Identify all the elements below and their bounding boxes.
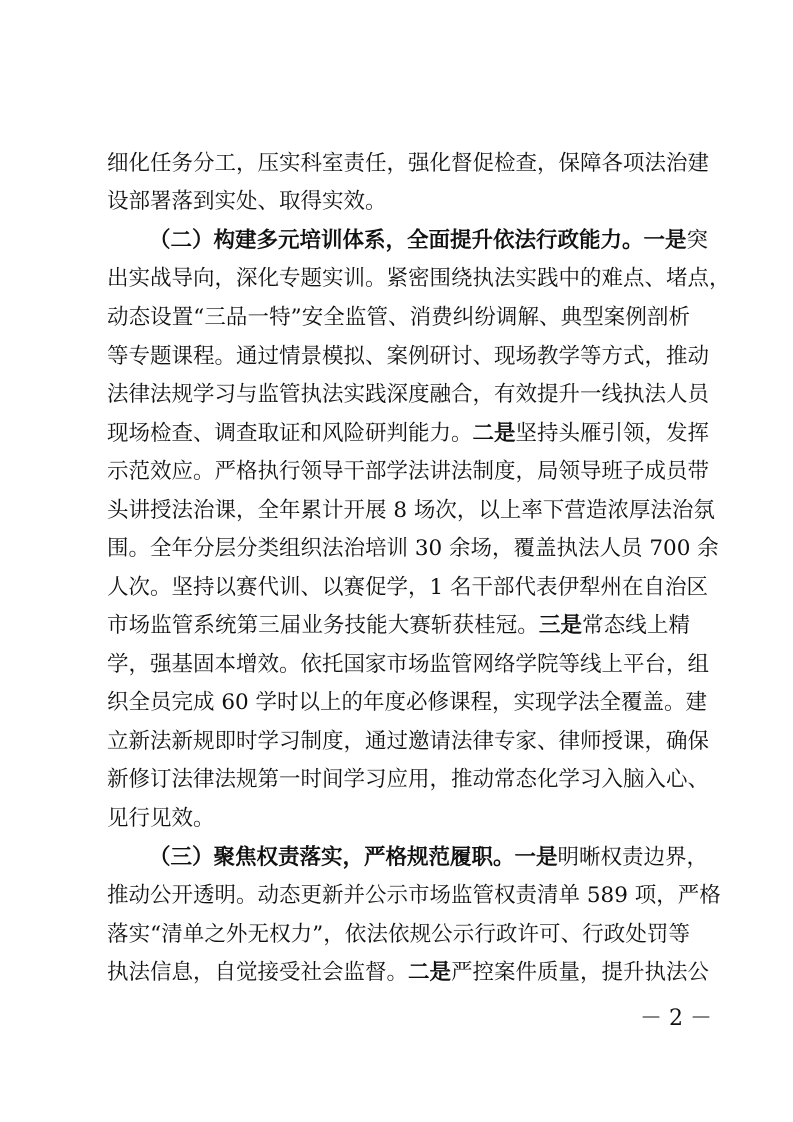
text-run: 出实战导向，深化专题实训。紧密围绕执法实践中的难点、堵点， [107, 266, 731, 291]
text-run: 头讲授法治课，全年累计开展 8 场次，以上率下营造浓厚法治氛 [107, 498, 715, 523]
text-run: 设部署落到实处、取得实效。 [107, 189, 387, 214]
text-line [107, 377, 710, 413]
bold-text: （二）构建多元培训体系，全面提升依法行政能力。一是 [149, 228, 687, 253]
text-line [107, 261, 731, 297]
text-line [107, 955, 710, 991]
page-number: － 2 － [640, 1006, 712, 1031]
text-line [107, 608, 690, 644]
text-run: 推动公开透明。动态更新并公示市场监管权责清单 589 项，严格 [107, 883, 721, 908]
text-line [107, 685, 708, 721]
text-run: 法律法规学习与监管执法实践深度融合，有效提升一线执法人员 [107, 382, 710, 407]
text-line [149, 840, 709, 876]
bold-text: 三是 [538, 613, 583, 638]
text-run: 围。全年分层分类组织法治培训 30 余场，覆盖执法人员 700 余 [107, 536, 719, 561]
text-line [107, 647, 710, 683]
text-run: 落实“清单之外无权力”，依法依规公示行政许可、行政处罚等 [107, 922, 690, 947]
text-run: 人次。坚持以赛代训、以赛促学，1 名干部代表伊犁州在自治区 [107, 575, 709, 600]
text-run: 立新法新规即时学习制度，通过邀请法律专家、律师授课，确保 [107, 729, 710, 754]
text-line [107, 300, 690, 336]
text-run: 示范效应。严格执行领导干部学法讲法制度，局领导班子成员带 [107, 459, 710, 484]
bold-text: 二是 [472, 421, 516, 446]
text-run: 等专题课程。通过情景模拟、案例研讨、现场教学等方式，推动 [107, 344, 710, 369]
text-line [107, 416, 710, 452]
text-line [107, 801, 690, 837]
text-line [107, 724, 710, 760]
text-line [107, 184, 690, 220]
text-line [107, 493, 715, 529]
text-line [107, 146, 710, 182]
text-run: 学，强基固本增效。依托国家市场监管网络学院等线上平台，组 [107, 652, 710, 677]
text-run: 细化任务分工，压实科室责任，强化督促检查，保障各项法治建 [107, 151, 710, 176]
text-run: 突 [686, 228, 709, 253]
text-run: 明晰权责边界， [557, 845, 709, 870]
text-line [107, 531, 719, 567]
text-line [107, 917, 690, 953]
text-run: 常态线上精 [582, 613, 690, 638]
text-run: 现场检查、调查取证和风险研判能力。 [107, 421, 473, 446]
text-run: 动态设置“三品一特”安全监管、消费纠纷调解、典型案例剖析 [107, 305, 690, 330]
text-line [149, 223, 709, 259]
text-line [107, 878, 721, 914]
text-run: 新修订法律法规第一时间学习应用，推动常态化学习入脑入心、 [107, 767, 710, 792]
text-line [107, 762, 710, 798]
bold-text: 二是 [408, 960, 452, 985]
bold-text: （三）聚焦权责落实，严格规范履职。一是 [149, 845, 558, 870]
text-line [107, 570, 709, 606]
text-run: 市场监管系统第三届业务技能大赛斩获桂冠。 [107, 613, 539, 638]
text-run: 坚持头雁引领，发挥 [515, 421, 710, 446]
text-line [107, 454, 710, 490]
text-run: 见行见效。 [107, 806, 215, 831]
text-run: 严控案件质量，提升执法公 [451, 960, 710, 985]
text-run: 执法信息，自觉接受社会监督。 [107, 960, 409, 985]
text-line [107, 339, 710, 375]
text-run: 织全员完成 60 学时以上的年度必修课程，实现学法全覆盖。建 [107, 690, 708, 715]
